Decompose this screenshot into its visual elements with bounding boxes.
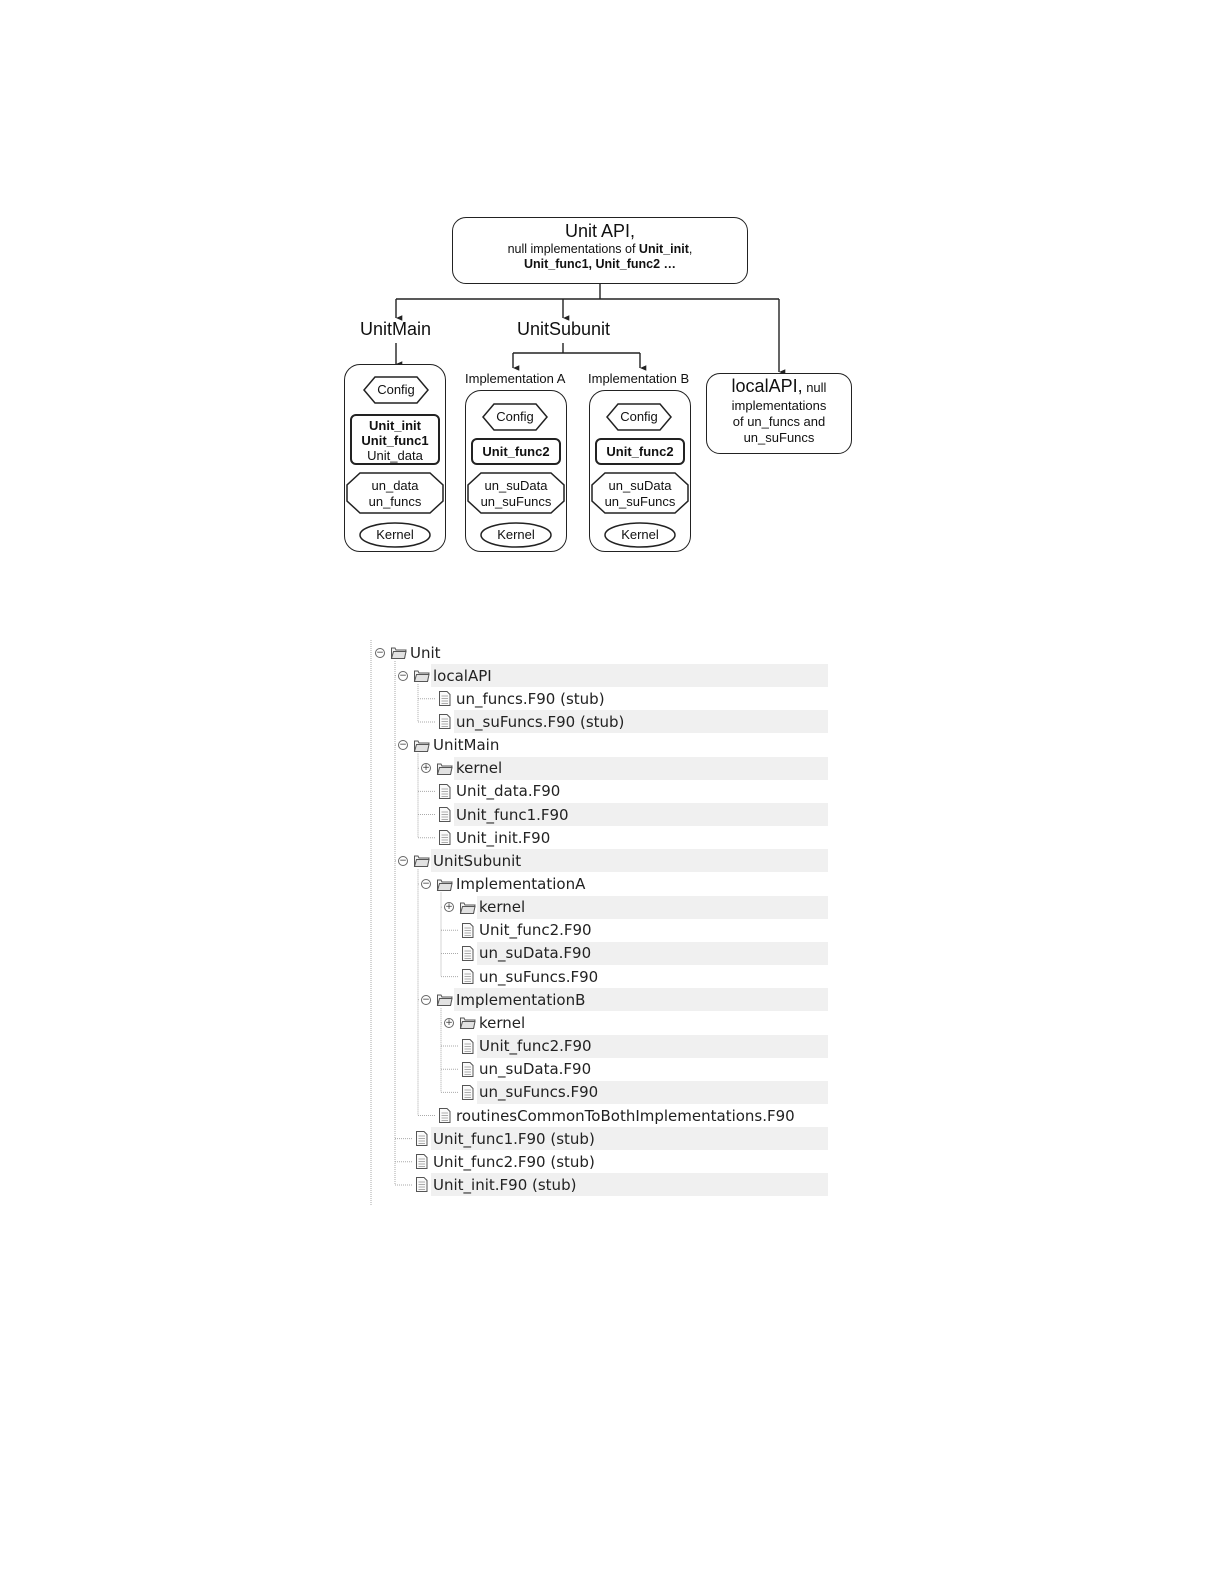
config-label: Config	[496, 409, 534, 424]
local-api-line3: un_suFuncs	[743, 430, 815, 445]
tree-item-label: Unit_func2.F90	[479, 921, 592, 940]
tree-item-label: Unit_func2.F90	[479, 1037, 592, 1056]
collapse-toggle-icon[interactable]: −	[399, 740, 407, 751]
local-api-title	[707, 376, 851, 398]
un-sudata-label: un_suData	[608, 478, 672, 493]
folder-icon	[436, 877, 453, 892]
tree-file-row[interactable]	[444, 919, 592, 942]
tree-file-row[interactable]	[444, 1035, 592, 1058]
impl-data-octagon	[467, 472, 565, 514]
tree-item-label: kernel	[456, 759, 503, 778]
unit-data-label: Unit_data	[367, 448, 423, 463]
tree-item-label: UnitSubunit	[433, 851, 522, 870]
tree-item-label: un_suFuncs.F90	[479, 967, 599, 986]
tree-item-label: un_suData.F90	[479, 944, 592, 963]
unit-api-line2	[453, 241, 747, 257]
local-api-line1: implementations	[731, 398, 827, 413]
tree-folder-row[interactable]	[398, 664, 492, 687]
un-data-label: un_data	[371, 478, 419, 493]
collapse-toggle-icon[interactable]: −	[399, 855, 407, 866]
tree-item-label: routinesCommonToBothImplementations.F90	[456, 1106, 795, 1125]
tree-file-row[interactable]	[421, 687, 605, 710]
tree-item-label: Unit_func1.F90	[456, 805, 569, 824]
kernel-ellipse	[604, 522, 676, 548]
kernel-label: Kernel	[376, 527, 414, 542]
unit-func2-box	[595, 438, 685, 465]
file-icon	[459, 923, 476, 938]
tree-folder-row[interactable]	[444, 1011, 525, 1034]
local-api-line2: of un_funcs and	[732, 414, 826, 429]
impl-data-octagon	[591, 472, 689, 514]
tree-file-row[interactable]	[421, 710, 624, 733]
folder-icon	[413, 853, 430, 868]
tree-file-row[interactable]	[444, 1081, 598, 1104]
file-icon	[459, 1062, 476, 1077]
un-sufuncs-label: un_suFuncs	[480, 494, 552, 509]
folder-icon	[413, 738, 430, 753]
folder-icon	[436, 992, 453, 1007]
architecture-diagram	[0, 0, 1225, 600]
local-api-box	[706, 373, 852, 454]
tree-folder-row[interactable]	[444, 896, 525, 919]
unit-api-line3: Unit_func1, Unit_func2 …	[523, 257, 677, 271]
unit-api-title: Unit API,	[564, 221, 636, 241]
folder-icon	[459, 900, 476, 915]
file-icon	[436, 714, 453, 729]
tree-file-row[interactable]	[398, 1173, 576, 1196]
tree-file-row[interactable]	[444, 942, 591, 965]
row-highlight	[477, 896, 828, 919]
tree-item-label: ImplementationA	[456, 875, 586, 893]
tree-item-label: un_suFuncs.F90 (stub)	[456, 712, 625, 731]
tree-folder-row[interactable]	[421, 988, 585, 1011]
config-label: Config	[620, 409, 658, 424]
implementation-b-label: Implementation B	[588, 371, 690, 386]
tree-item-label: un_funcs.F90 (stub)	[456, 689, 605, 708]
file-icon	[436, 691, 453, 706]
row-highlight	[454, 757, 828, 780]
un-funcs-label: un_funcs	[368, 494, 422, 509]
tree-file-row[interactable]	[444, 1058, 591, 1081]
tree-item-label: Unit_init.F90	[456, 828, 551, 847]
folder-icon	[390, 645, 407, 660]
config-hexagon	[363, 376, 429, 404]
file-icon	[436, 807, 453, 822]
tree-file-row[interactable]	[421, 1104, 795, 1127]
tree-folder-row[interactable]	[375, 641, 441, 664]
tree-item-label: UnitMain	[433, 736, 500, 755]
collapse-toggle-icon[interactable]: −	[422, 879, 430, 889]
local-api-title-suffix: null	[802, 380, 827, 395]
tree-file-row[interactable]	[421, 826, 550, 849]
tree-item-label: Unit_func2.F90 (stub)	[433, 1152, 595, 1171]
tree-file-row[interactable]	[444, 965, 598, 988]
tree-item-label: Unit_func1.F90 (stub)	[433, 1129, 595, 1148]
tree-item-label: Unit_init.F90 (stub)	[433, 1175, 577, 1194]
collapse-toggle-icon[interactable]: −	[376, 647, 384, 658]
kernel-ellipse	[480, 522, 552, 548]
tree-folder-row[interactable]	[421, 757, 502, 780]
un-sufuncs-label: un_suFuncs	[604, 494, 676, 509]
tree-item-label: un_suFuncs.F90	[479, 1083, 599, 1102]
kernel-label: Kernel	[497, 527, 535, 542]
folder-icon	[413, 668, 430, 683]
file-icon	[459, 1085, 476, 1100]
unit-main-functions-box	[350, 414, 440, 465]
tree-item-label: un_suData.F90	[479, 1060, 592, 1079]
unit-func1-label: Unit_func1	[361, 433, 429, 448]
tree-file-row[interactable]	[421, 780, 560, 803]
tree-folder-row[interactable]	[398, 849, 521, 872]
expand-toggle-icon[interactable]: +	[445, 1017, 453, 1028]
file-icon	[436, 1108, 453, 1123]
unit-func2-label: Unit_func2	[606, 444, 674, 459]
tree-item-label: kernel	[479, 1013, 526, 1032]
expand-toggle-icon[interactable]: +	[445, 902, 453, 913]
tree-file-row[interactable]	[398, 1150, 595, 1173]
file-icon	[459, 969, 476, 984]
expand-toggle-icon[interactable]: +	[422, 763, 430, 774]
tree-item-label: Unit	[410, 643, 441, 662]
config-hexagon	[482, 403, 548, 431]
kernel-label: Kernel	[621, 527, 659, 542]
config-label: Config	[377, 382, 415, 397]
config-hexagon	[606, 403, 672, 431]
file-icon	[413, 1177, 430, 1192]
tree-file-row[interactable]	[421, 803, 569, 826]
folder-icon	[459, 1015, 476, 1030]
implementation-a-label: Implementation A	[465, 371, 566, 386]
unit-func2-label: Unit_func2	[482, 444, 550, 459]
local-api-title-text: localAPI,	[731, 376, 803, 396]
unit-func2-box	[471, 438, 561, 465]
file-icon	[413, 1154, 430, 1169]
unit-api-line2-end: ,	[688, 242, 693, 256]
tree-item-label: kernel	[479, 898, 526, 917]
collapse-toggle-icon[interactable]: −	[422, 994, 430, 1005]
unit-api-line2-text: null implementations of	[507, 242, 639, 256]
unit-api-line2-bold: Unit_init	[638, 242, 689, 256]
file-icon	[413, 1131, 430, 1146]
tree-file-row[interactable]	[398, 1127, 595, 1150]
file-tree	[370, 640, 830, 1210]
main-data-octagon	[346, 472, 444, 514]
file-icon	[459, 1039, 476, 1054]
tree-folder-row[interactable]	[398, 734, 499, 757]
unitmain-label: UnitMain	[360, 319, 432, 339]
tree-folder-row[interactable]	[421, 873, 585, 896]
un-sudata-label: un_suData	[484, 478, 548, 493]
tree-item-label: ImplementationB	[456, 990, 586, 1009]
collapse-toggle-icon[interactable]: −	[399, 670, 407, 681]
tree-item-label: Unit_data.F90	[456, 782, 561, 801]
unit-init-label: Unit_init	[369, 418, 421, 433]
tree-item-label: localAPI	[433, 666, 492, 685]
file-icon	[459, 946, 476, 961]
unitsubunit-label: UnitSubunit	[517, 319, 611, 339]
file-icon	[436, 784, 453, 799]
unit-api-box	[452, 217, 748, 284]
kernel-ellipse	[359, 522, 431, 548]
folder-icon	[436, 761, 453, 776]
file-icon	[436, 830, 453, 845]
